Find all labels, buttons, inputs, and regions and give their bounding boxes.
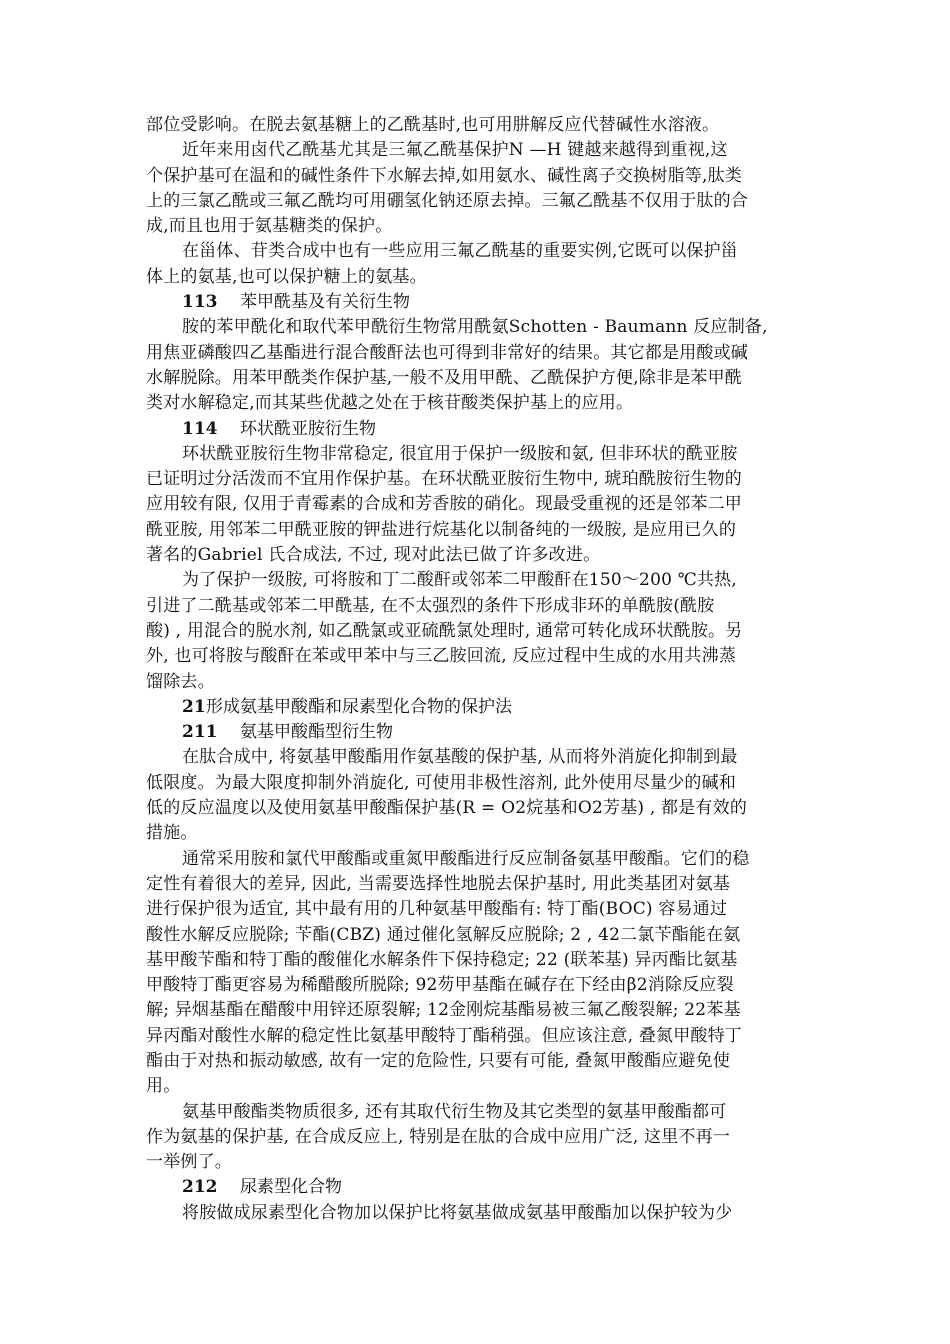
- section-number: 211: [182, 722, 218, 743]
- section-title: 尿素型化合物: [240, 1177, 342, 1198]
- text-line: 基甲酸苄酯和特丁酯的酸催化水解条件下保持稳定; 22 (联苯基) 异丙酯比氨基: [146, 949, 738, 970]
- text-line: 一举例了。: [146, 1152, 232, 1173]
- text-line: 引进了二酰基或邻苯二甲酰基, 在不太强烈的条件下形成非环的单酰胺(酰胺: [146, 595, 715, 616]
- text-line: 异丙酯对酸性水解的稳定性比氨基甲酸特丁酯稍强。但应该注意, 叠氮甲酸特丁: [146, 1025, 743, 1046]
- text-line: 为了保护一级胺, 可将胺和丁二酸酐或邻苯二甲酸酐在150～200 ℃共热,: [182, 570, 737, 591]
- text-line: 低的反应温度以及使用氨基甲酸酯保护基(R = O2烷基和O2芳基) , 都是有效的: [146, 798, 748, 819]
- text-line: 低限度。为最大限度抑制外消旋化, 可使用非极性溶剂, 此外使用尽量少的碱和: [146, 772, 737, 793]
- section-heading: [146, 290, 806, 315]
- section-title: 形成氨基甲酸酯和尿素型化合物的保护法: [206, 696, 512, 717]
- section-heading: [146, 417, 806, 442]
- text-line: 著名的Gabriel 氏合成法, 不过, 现对此法已做了许多改进。: [146, 545, 601, 566]
- text-line: 酸性水解反应脱除; 苄酯(CBZ) 通过催化氢解反应脱除; 2 , 42二氯苄酯能在氨: [146, 924, 741, 945]
- section-title: 苯甲酰基及有关衍生物: [240, 292, 410, 313]
- section-heading: [146, 695, 806, 720]
- section-title: 环状酰亚胺衍生物: [240, 418, 376, 439]
- section-number: 21: [182, 696, 206, 717]
- text-line: 酯由于对热和振动敏感, 故有一定的危险性, 只要有可能, 叠氮甲酸酯应避免使: [146, 1050, 731, 1071]
- text-line: 进行保护很为适宜, 其中最有用的几种氨基甲酸酯有: 特丁酯(BOC) 容易通过: [146, 899, 728, 920]
- text-line: 体上的氨基,也可以保护糖上的氨基。: [146, 266, 427, 287]
- text-line: 个保护基可在温和的碱性条件下水解去掉,如用氨水、碱性离子交换树脂等,肽类: [146, 165, 743, 186]
- text-line: 部位受影响。在脱去氨基糖上的乙酰基时,也可用肼解反应代替碱性水溶液。: [146, 115, 720, 135]
- text-line: 近年来用卤代乙酰基尤其是三氟乙酰基保护N —H 键越来越得到重视,这: [182, 140, 728, 161]
- section-number: 114: [182, 418, 218, 439]
- text-line: 应用较有限, 仅用于青霉素的合成和芳香胺的硝化。现最受重视的还是邻苯二甲: [146, 494, 743, 515]
- text-line: 甲酸特丁酯更容易为稀醋酸所脱除; 92芴甲基酯在碱存在下经由β2消除反应裂: [146, 975, 734, 996]
- text-line: 胺的苯甲酰化和取代苯甲酰衍生物常用酰氨Schotten - Baumann 反应制备,: [182, 317, 768, 338]
- text-line: 馏除去。: [146, 671, 215, 692]
- section-title: 氨基甲酸酯型衍生物: [240, 722, 393, 743]
- text-line: 环状酰亚胺衍生物非常稳定, 很宜用于保护一级胺和氨, 但非环状的酰亚胺: [182, 443, 738, 464]
- text-line: 解; 异烟基酯在醋酸中用锌还原裂解; 12金刚烷基酯易被三氟乙酸裂解; 22苯基: [146, 1000, 741, 1021]
- text-line: 将胺做成尿素型化合物加以保护比将氨基做成氨基甲酸酯加以保护较为少: [182, 1202, 733, 1223]
- text-line: 酸) , 用混合的脱水剂, 如乙酰氯或亚硫酰氯处理时, 通常可转化成环状酰胺。另: [146, 620, 743, 641]
- text-line: 上的三氯乙酰或三氟乙酰均可用硼氢化钠还原去掉。三氟乙酰基不仅用于肽的合: [146, 190, 748, 211]
- section-number: 113: [182, 292, 218, 313]
- text-line: 通常采用胺和氯代甲酸酯或重氮甲酸酯进行反应制备氨基甲酸酯。它们的稳: [182, 848, 750, 869]
- text-line: 用。: [146, 1076, 181, 1097]
- text-line: 类对水解稳定,而其某些优越之处在于核苷酸类保护基上的应用。: [146, 393, 634, 414]
- text-line: 在肽合成中, 将氨基甲酸酯用作氨基酸的保护基, 从而将外消旋化抑制到最: [182, 747, 738, 768]
- section-number: 212: [182, 1177, 218, 1198]
- text-line: 用焦亚磷酸四乙基酯进行混合酸酐法也可得到非常好的结果。其它都是用酸或碱: [146, 342, 748, 363]
- text-line: 作为氨基的保护基, 在合成反应上, 特别是在肽的合成中应用广泛, 这里不再一: [146, 1126, 731, 1147]
- document-page: [146, 113, 806, 1226]
- text-line: 外, 也可将胺与酸酐在苯或甲苯中与三乙胺回流, 反应过程中生成的水用共沸蒸: [146, 646, 737, 667]
- text-line: 在甾体、苷类合成中也有一些应用三氟乙酰基的重要实例,它既可以保护甾: [182, 241, 739, 262]
- section-heading: [146, 720, 806, 745]
- text-line: 措施。: [146, 823, 198, 844]
- text-line: 水解脱除。用苯甲酰类作保护基,一般不及用甲酰、乙酰保护方便,除非是苯甲酰: [146, 367, 743, 388]
- text-line: 氨基甲酸酯类物质很多, 还有其取代衍生物及其它类型的氨基甲酸酯都可: [182, 1101, 727, 1122]
- text-line: 定性有着很大的差异, 因此, 当需要选择性地脱去保护基时, 用此类基团对氨基: [146, 873, 731, 894]
- text-line: 酰亚胺, 用邻苯二甲酰亚胺的钾盐进行烷基化以制备纯的一级胺, 是应用已久的: [146, 519, 737, 540]
- section-heading: [146, 1175, 806, 1200]
- text-line: 成,而且也用于氨基糖类的保护。: [146, 216, 393, 237]
- text-line: 已证明过分活泼而不宜用作保护基。在环状酰亚胺衍生物中, 琥珀酰胺衍生物的: [146, 469, 743, 490]
